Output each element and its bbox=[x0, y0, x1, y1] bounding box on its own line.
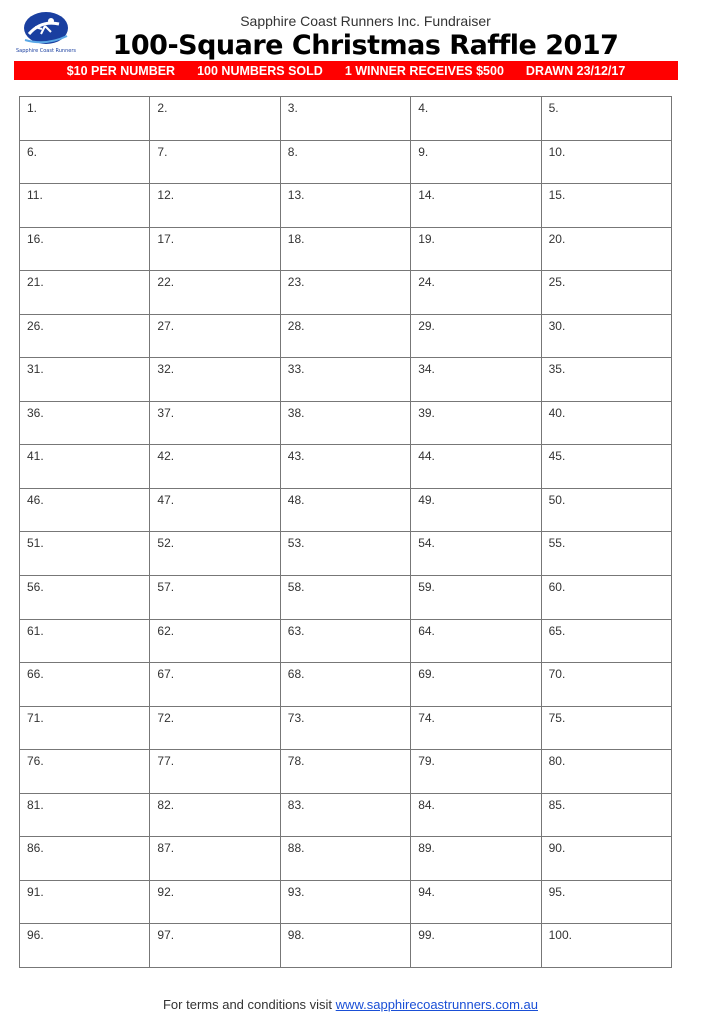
raffle-cell[interactable]: 6. bbox=[20, 141, 150, 185]
raffle-cell[interactable]: 65. bbox=[542, 620, 672, 664]
logo-caption: Sapphire Coast Runners bbox=[15, 48, 77, 54]
raffle-cell[interactable]: 80. bbox=[542, 750, 672, 794]
raffle-cell[interactable]: 19. bbox=[411, 228, 541, 272]
raffle-cell[interactable]: 74. bbox=[411, 707, 541, 751]
raffle-cell[interactable]: 37. bbox=[150, 402, 280, 446]
banner-draw-date: DRAWN 23/12/17 bbox=[525, 63, 626, 78]
raffle-cell[interactable]: 73. bbox=[281, 707, 411, 751]
raffle-cell[interactable]: 35. bbox=[542, 358, 672, 402]
raffle-cell[interactable]: 16. bbox=[20, 228, 150, 272]
raffle-cell[interactable]: 9. bbox=[411, 141, 541, 185]
raffle-cell[interactable]: 1. bbox=[20, 97, 150, 141]
raffle-cell[interactable]: 90. bbox=[542, 837, 672, 881]
raffle-cell[interactable]: 66. bbox=[20, 663, 150, 707]
raffle-cell[interactable]: 87. bbox=[150, 837, 280, 881]
raffle-cell[interactable]: 82. bbox=[150, 794, 280, 838]
banner-prize: 1 WINNER RECEIVES $500 bbox=[344, 63, 504, 78]
raffle-cell[interactable]: 79. bbox=[411, 750, 541, 794]
raffle-cell[interactable]: 59. bbox=[411, 576, 541, 620]
raffle-cell[interactable]: 96. bbox=[20, 924, 150, 968]
raffle-cell[interactable]: 24. bbox=[411, 271, 541, 315]
raffle-cell[interactable]: 49. bbox=[411, 489, 541, 533]
raffle-cell[interactable]: 23. bbox=[281, 271, 411, 315]
raffle-cell[interactable]: 10. bbox=[542, 141, 672, 185]
raffle-cell[interactable]: 31. bbox=[20, 358, 150, 402]
raffle-grid bbox=[19, 96, 672, 968]
raffle-cell[interactable]: 75. bbox=[542, 707, 672, 751]
raffle-cell[interactable]: 61. bbox=[20, 620, 150, 664]
info-banner bbox=[14, 61, 678, 80]
raffle-cell[interactable]: 27. bbox=[150, 315, 280, 359]
raffle-cell[interactable]: 29. bbox=[411, 315, 541, 359]
raffle-cell[interactable]: 64. bbox=[411, 620, 541, 664]
raffle-cell[interactable]: 36. bbox=[20, 402, 150, 446]
raffle-cell[interactable]: 91. bbox=[20, 881, 150, 925]
raffle-cell[interactable]: 98. bbox=[281, 924, 411, 968]
page-title: 100-Square Christmas Raffle 2017 bbox=[112, 30, 619, 61]
raffle-cell[interactable]: 67. bbox=[150, 663, 280, 707]
raffle-cell[interactable]: 89. bbox=[411, 837, 541, 881]
raffle-cell[interactable]: 15. bbox=[542, 184, 672, 228]
raffle-cell[interactable]: 48. bbox=[281, 489, 411, 533]
raffle-cell[interactable]: 50. bbox=[542, 489, 672, 533]
raffle-cell[interactable]: 57. bbox=[150, 576, 280, 620]
raffle-cell[interactable]: 2. bbox=[150, 97, 280, 141]
footer-text: For terms and conditions visit bbox=[162, 997, 336, 1012]
page-subtitle: Sapphire Coast Runners Inc. Fundraiser bbox=[240, 13, 491, 29]
raffle-cell[interactable]: 72. bbox=[150, 707, 280, 751]
raffle-cell[interactable]: 86. bbox=[20, 837, 150, 881]
raffle-cell[interactable]: 83. bbox=[281, 794, 411, 838]
raffle-cell[interactable]: 63. bbox=[281, 620, 411, 664]
raffle-cell[interactable]: 62. bbox=[150, 620, 280, 664]
raffle-cell[interactable]: 51. bbox=[20, 532, 150, 576]
raffle-cell[interactable]: 53. bbox=[281, 532, 411, 576]
raffle-cell[interactable]: 12. bbox=[150, 184, 280, 228]
raffle-cell[interactable]: 60. bbox=[542, 576, 672, 620]
raffle-cell[interactable]: 95. bbox=[542, 881, 672, 925]
raffle-cell[interactable]: 22. bbox=[150, 271, 280, 315]
raffle-cell[interactable]: 92. bbox=[150, 881, 280, 925]
raffle-cell[interactable]: 30. bbox=[542, 315, 672, 359]
raffle-cell[interactable]: 40. bbox=[542, 402, 672, 446]
raffle-cell[interactable]: 5. bbox=[542, 97, 672, 141]
terms-link[interactable]: www.sapphirecoastrunners.com.au bbox=[335, 997, 538, 1012]
raffle-cell[interactable]: 56. bbox=[20, 576, 150, 620]
banner-price: $10 PER NUMBER bbox=[66, 63, 176, 78]
raffle-cell[interactable]: 81. bbox=[20, 794, 150, 838]
raffle-cell[interactable]: 71. bbox=[20, 707, 150, 751]
raffle-cell[interactable]: 100. bbox=[542, 924, 672, 968]
raffle-cell[interactable]: 4. bbox=[411, 97, 541, 141]
raffle-cell[interactable]: 13. bbox=[281, 184, 411, 228]
raffle-cell[interactable]: 7. bbox=[150, 141, 280, 185]
raffle-cell[interactable]: 54. bbox=[411, 532, 541, 576]
raffle-cell[interactable]: 41. bbox=[20, 445, 150, 489]
raffle-cell[interactable]: 8. bbox=[281, 141, 411, 185]
footer bbox=[0, 997, 701, 1012]
raffle-cell[interactable]: 44. bbox=[411, 445, 541, 489]
raffle-cell[interactable]: 94. bbox=[411, 881, 541, 925]
raffle-cell[interactable]: 3. bbox=[281, 97, 411, 141]
raffle-cell[interactable]: 52. bbox=[150, 532, 280, 576]
raffle-cell[interactable]: 14. bbox=[411, 184, 541, 228]
raffle-cell[interactable]: 43. bbox=[281, 445, 411, 489]
raffle-cell[interactable]: 68. bbox=[281, 663, 411, 707]
raffle-cell[interactable]: 76. bbox=[20, 750, 150, 794]
raffle-cell[interactable]: 69. bbox=[411, 663, 541, 707]
raffle-cell[interactable]: 55. bbox=[542, 532, 672, 576]
raffle-cell[interactable]: 18. bbox=[281, 228, 411, 272]
raffle-cell[interactable]: 58. bbox=[281, 576, 411, 620]
raffle-cell[interactable]: 38. bbox=[281, 402, 411, 446]
raffle-cell[interactable]: 47. bbox=[150, 489, 280, 533]
raffle-cell[interactable]: 26. bbox=[20, 315, 150, 359]
raffle-cell[interactable]: 42. bbox=[150, 445, 280, 489]
raffle-cell[interactable]: 88. bbox=[281, 837, 411, 881]
raffle-cell[interactable]: 84. bbox=[411, 794, 541, 838]
raffle-cell[interactable]: 99. bbox=[411, 924, 541, 968]
raffle-cell[interactable]: 11. bbox=[20, 184, 150, 228]
raffle-cell[interactable]: 28. bbox=[281, 315, 411, 359]
raffle-cell[interactable]: 46. bbox=[20, 489, 150, 533]
raffle-cell[interactable]: 25. bbox=[542, 271, 672, 315]
raffle-cell[interactable]: 34. bbox=[411, 358, 541, 402]
raffle-cell[interactable]: 85. bbox=[542, 794, 672, 838]
raffle-cell[interactable]: 78. bbox=[281, 750, 411, 794]
banner-numbers-sold: 100 NUMBERS SOLD bbox=[197, 63, 323, 78]
raffle-cell[interactable]: 97. bbox=[150, 924, 280, 968]
raffle-cell[interactable]: 21. bbox=[20, 271, 150, 315]
raffle-cell[interactable]: 20. bbox=[542, 228, 672, 272]
raffle-cell[interactable]: 39. bbox=[411, 402, 541, 446]
raffle-cell[interactable]: 32. bbox=[150, 358, 280, 402]
raffle-cell[interactable]: 45. bbox=[542, 445, 672, 489]
raffle-cell[interactable]: 93. bbox=[281, 881, 411, 925]
raffle-cell[interactable]: 33. bbox=[281, 358, 411, 402]
raffle-cell[interactable]: 77. bbox=[150, 750, 280, 794]
raffle-cell[interactable]: 17. bbox=[150, 228, 280, 272]
raffle-cell[interactable]: 70. bbox=[542, 663, 672, 707]
